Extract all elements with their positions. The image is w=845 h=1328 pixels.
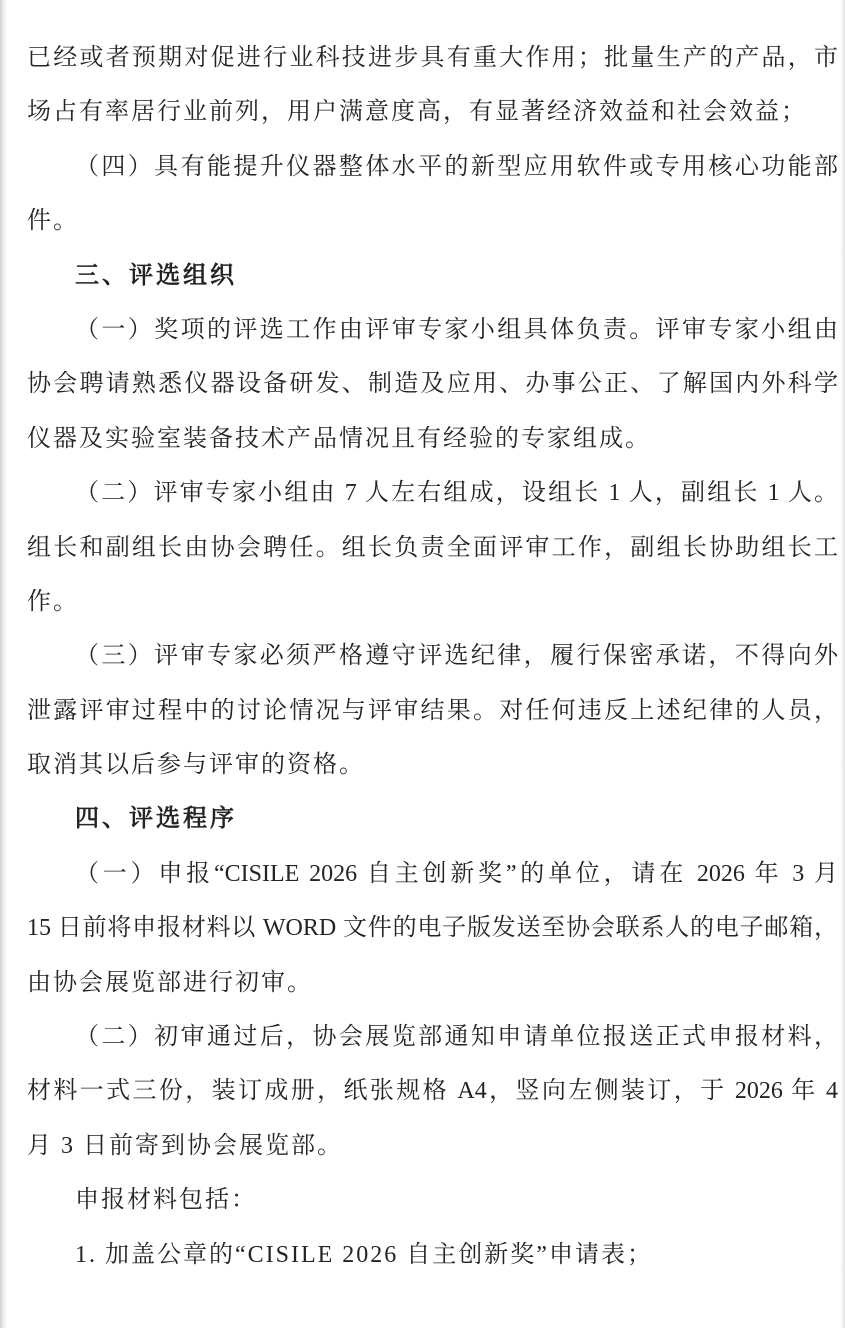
text-line: 协会聘请熟悉仪器设备研发、制造及应用、办事公正、了解国内外科学 <box>27 371 838 398</box>
text-line: 1. 加盖公章的“CISILE 2026 自主创新奖”申请表； <box>75 1241 653 1268</box>
text-line: （二）初审通过后，协会展览部通知申请单位报送正式申报材料， <box>75 1024 838 1051</box>
text-line: 申报材料包括： <box>75 1187 257 1214</box>
text-line: 月 3 日前寄到协会展览部。 <box>27 1132 343 1159</box>
text-line: 仪器及实验室装备技术产品情况且有经验的专家组成。 <box>27 425 651 452</box>
text-line: （四）具有能提升仪器整体水平的新型应用软件或专用核心功能部 <box>75 153 838 180</box>
text-line: 泄露评审过程中的讨论情况与评审结果。对任何违反上述纪律的人员， <box>27 697 838 724</box>
text-line: 场占有率居行业前列，用户满意度高，有显著经济效益和社会效益； <box>27 99 807 126</box>
text-line: 材料一式三份，装订成册，纸张规格 A4，竖向左侧装订，于 2026 年 4 <box>27 1078 838 1105</box>
text-line: 件。 <box>27 208 79 235</box>
text-line: 组长和副组长由协会聘任。组长负责全面评审工作，副组长协助组长工 <box>27 534 838 561</box>
section-heading: 三、评选组织 <box>75 262 237 289</box>
section-heading: 四、评选程序 <box>75 806 237 833</box>
text-line: （一）奖项的评选工作由评审专家小组具体负责。评审专家小组由 <box>75 316 838 343</box>
text-line: 已经或者预期对促进行业科技进步具有重大作用；批量生产的产品，市 <box>27 45 838 71</box>
page-edge-shadow-left <box>0 0 8 1328</box>
text-line: 作。 <box>27 588 79 615</box>
text-line: （二）评审专家小组由 7 人左右组成，设组长 1 人，副组长 1 人。 <box>75 480 838 507</box>
text-line: 由协会展览部进行初审。 <box>27 969 313 996</box>
text-line: 取消其以后参与评审的资格。 <box>27 752 365 779</box>
text-line: （一）申报“CISILE 2026 自主创新奖”的单位，请在 2026 年 3 月 <box>75 860 838 887</box>
text-line: 15 日前将申报材料以 WORD 文件的电子版发送至协会联系人的电子邮箱， <box>27 915 838 942</box>
document-body <box>27 31 838 1282</box>
page-edge-shadow-right <box>839 0 845 1328</box>
text-line: （三）评审专家必须严格遵守评选纪律，履行保密承诺，不得向外 <box>75 643 838 670</box>
